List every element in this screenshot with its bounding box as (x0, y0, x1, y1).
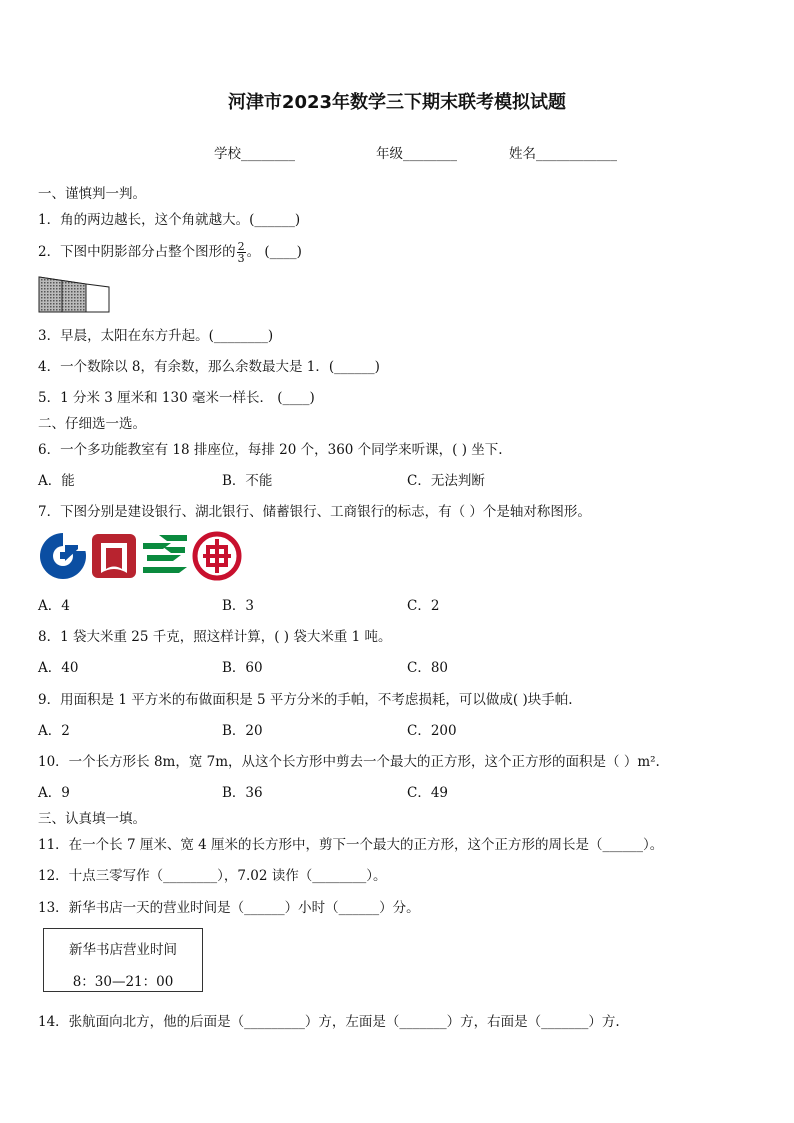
q7-option-c: C．2 (407, 598, 440, 614)
grade-field: 年级________ (376, 146, 457, 162)
question-3: 3．早晨，太阳在东方升起。(________) (38, 328, 274, 344)
question-14: 14．张航面向北方，他的后面是（_________）方，左面是（_______）方，右面是（_______）方. (38, 1014, 620, 1030)
section-heading-3: 三、认真填一填。 (38, 811, 146, 827)
store-hours-title: 新华书店营业时间 (69, 942, 177, 958)
postal-bank-logo-icon (141, 531, 189, 579)
question-10: 10．一个长方形长 8m，宽 7m，从这个长方形中剪去一个最大的正方形，这个正方形的面积是（ ）m². (38, 754, 660, 770)
ccb-logo-icon (38, 531, 88, 581)
q6-option-a: A．能 (38, 473, 75, 489)
icbc-logo-icon (192, 531, 242, 581)
question-2-blank: 。 (____) (246, 244, 302, 260)
q9-option-c: C．200 (407, 723, 457, 739)
fraction-denominator: 3 (237, 252, 245, 265)
question-5: 5．1 分米 3 厘米和 130 毫米一样长． (____) (38, 390, 315, 406)
question-1: 1．角的两边越长，这个角就越大。(______) (38, 212, 301, 228)
q7-option-b: B．3 (222, 598, 255, 614)
store-hours-time: 8：30—21：00 (72, 974, 174, 990)
question-7: 7．下图分别是建设银行、湖北银行、储蓄银行、工商银行的标志，有（ ）个是轴对称图形。 (38, 504, 591, 520)
fraction-numerator: 2 (237, 240, 245, 253)
question-6: 6．一个多功能教室有 18 排座位，每排 20 个，360 个同学来听课，( ) 坐下. (38, 442, 503, 458)
question-11: 11．在一个长 7 厘米、宽 4 厘米的长方形中，剪下一个最大的正方形，这个正方形的周长是（______）。 (38, 837, 664, 853)
q10-option-a: A．9 (38, 785, 70, 801)
q6-option-b: B．不能 (222, 473, 273, 489)
question-4: 4．一个数除以 8，有余数，那么余数最大是 1．(______) (38, 359, 380, 375)
q8-option-c: C．80 (407, 660, 449, 676)
question-2 (38, 240, 302, 264)
q9-option-a: A．2 (38, 723, 70, 739)
store-hours-box (43, 928, 203, 992)
school-field: 学校________ (214, 146, 295, 162)
fraction (237, 241, 246, 264)
q10-option-b: B．36 (222, 785, 263, 801)
question-12: 12．十点三零写作（________），7.02 读作（________）。 (38, 868, 387, 884)
name-field: 姓名____________ (509, 146, 617, 162)
question-8: 8．1 袋大米重 25 千克，照这样计算，( ) 袋大米重 1 吨。 (38, 629, 392, 645)
q6-option-c: C．无法判断 (407, 473, 485, 489)
q9-option-b: B．20 (222, 723, 263, 739)
shaded-shape-figure (38, 276, 112, 314)
section-heading-2: 二、仔细选一选。 (38, 416, 146, 432)
question-9: 9．用面积是 1 平方米的布做面积是 5 平方分米的手帕，不考虑损耗，可以做成( )块手帕. (38, 692, 573, 708)
q7-option-a: A．4 (38, 598, 70, 614)
q8-option-b: B．60 (222, 660, 263, 676)
q10-option-c: C．49 (407, 785, 449, 801)
q8-option-a: A．40 (38, 660, 79, 676)
section-heading-1: 一、谨慎判一判。 (38, 186, 146, 202)
hubei-bank-logo-icon (91, 533, 137, 579)
question-13: 13．新华书店一天的营业时间是（______）小时（______）分。 (38, 900, 420, 916)
question-2-text: 2．下图中阴影部分占整个图形的 (38, 244, 236, 260)
page-title: 河津市2023年数学三下期末联考模拟试题 (227, 92, 567, 113)
